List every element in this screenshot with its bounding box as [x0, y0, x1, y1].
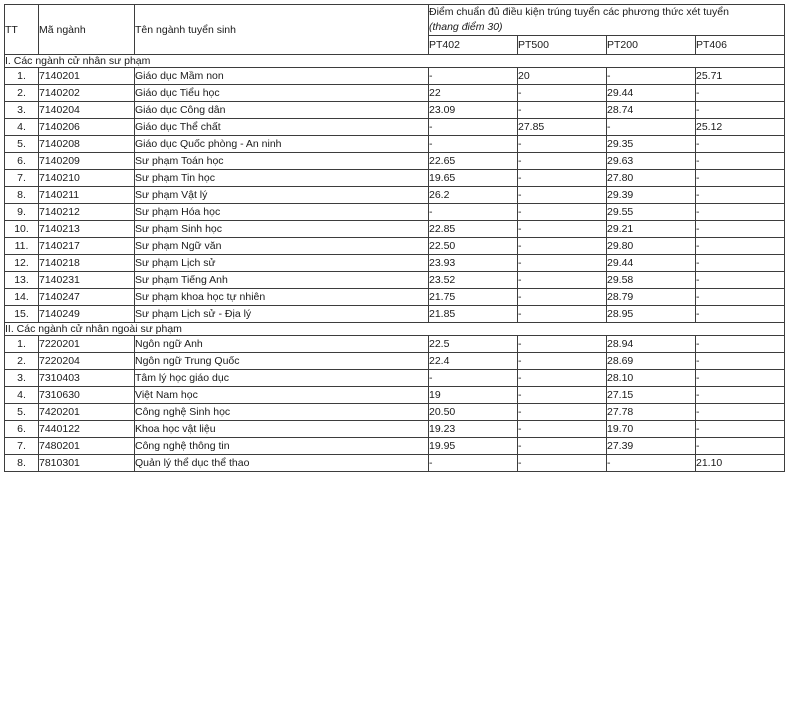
- section-header-row: [5, 323, 785, 336]
- score-cell-PT402: 22: [429, 85, 518, 102]
- score-cell-PT406: -: [696, 204, 785, 221]
- score-cell-PT402: -: [429, 455, 518, 472]
- score-cell-PT402: 23.52: [429, 272, 518, 289]
- score-cell-PT402: 22.85: [429, 221, 518, 238]
- row-index: 6.: [5, 153, 39, 170]
- score-cell-PT500: -: [518, 387, 607, 404]
- score-cell-PT406: -: [696, 353, 785, 370]
- row-index: 2.: [5, 353, 39, 370]
- score-cell-PT406: -: [696, 370, 785, 387]
- major-name: Công nghệ Sinh học: [135, 404, 429, 421]
- score-cell-PT402: -: [429, 370, 518, 387]
- column-header-method-4: PT406: [696, 36, 785, 55]
- table-row: [5, 119, 785, 136]
- row-index: 4.: [5, 119, 39, 136]
- major-name: Ngôn ngữ Anh: [135, 336, 429, 353]
- score-cell-PT402: 22.5: [429, 336, 518, 353]
- major-code: 7810301: [39, 455, 135, 472]
- row-index: 8.: [5, 187, 39, 204]
- score-cell-PT200: 27.15: [607, 387, 696, 404]
- major-name: Sư phạm Lịch sử: [135, 255, 429, 272]
- table-row: [5, 306, 785, 323]
- score-cell-PT402: 19.65: [429, 170, 518, 187]
- score-cell-PT402: -: [429, 68, 518, 85]
- column-header-method-1: PT402: [429, 36, 518, 55]
- table-row: [5, 85, 785, 102]
- row-index: 7.: [5, 438, 39, 455]
- column-header-major-code: Mã ngành: [39, 5, 135, 55]
- major-code: 7140247: [39, 289, 135, 306]
- major-name: Sư phạm Tiếng Anh: [135, 272, 429, 289]
- score-cell-PT402: 23.09: [429, 102, 518, 119]
- row-index: 15.: [5, 306, 39, 323]
- score-cell-PT402: 19.95: [429, 438, 518, 455]
- score-cell-PT200: 28.74: [607, 102, 696, 119]
- score-cell-PT500: -: [518, 421, 607, 438]
- score-cell-PT200: 28.10: [607, 370, 696, 387]
- score-cell-PT500: -: [518, 238, 607, 255]
- major-name: Sư phạm Toán học: [135, 153, 429, 170]
- score-cell-PT500: -: [518, 289, 607, 306]
- score-cell-PT200: 19.70: [607, 421, 696, 438]
- table-row: [5, 404, 785, 421]
- row-index: 7.: [5, 170, 39, 187]
- column-header-score-group: [429, 5, 785, 36]
- major-name: Ngôn ngữ Trung Quốc: [135, 353, 429, 370]
- row-index: 12.: [5, 255, 39, 272]
- score-group-scale: (thang điểm 30): [429, 21, 503, 34]
- major-name: Sư phạm Tin học: [135, 170, 429, 187]
- score-cell-PT500: 20: [518, 68, 607, 85]
- score-cell-PT402: 21.75: [429, 289, 518, 306]
- score-cell-PT500: -: [518, 170, 607, 187]
- major-name: Sư phạm Lịch sử - Địa lý: [135, 306, 429, 323]
- score-cell-PT500: -: [518, 438, 607, 455]
- score-cell-PT200: -: [607, 68, 696, 85]
- score-cell-PT500: -: [518, 272, 607, 289]
- major-code: 7220204: [39, 353, 135, 370]
- row-index: 6.: [5, 421, 39, 438]
- score-cell-PT200: 29.44: [607, 85, 696, 102]
- score-cell-PT406: -: [696, 255, 785, 272]
- major-name: Sư phạm Vật lý: [135, 187, 429, 204]
- score-cell-PT200: 29.55: [607, 204, 696, 221]
- score-cell-PT200: 27.78: [607, 404, 696, 421]
- score-cell-PT406: -: [696, 404, 785, 421]
- score-cell-PT402: 26.2: [429, 187, 518, 204]
- score-cell-PT200: 29.21: [607, 221, 696, 238]
- major-code: 7140209: [39, 153, 135, 170]
- score-cell-PT402: 23.93: [429, 255, 518, 272]
- major-code: 7310630: [39, 387, 135, 404]
- table-row: [5, 421, 785, 438]
- score-cell-PT406: -: [696, 221, 785, 238]
- table-row: [5, 170, 785, 187]
- table-row: [5, 102, 785, 119]
- score-cell-PT200: 27.80: [607, 170, 696, 187]
- major-code: 7310403: [39, 370, 135, 387]
- major-code: 7140211: [39, 187, 135, 204]
- major-name: Khoa học vật liệu: [135, 421, 429, 438]
- score-group-title: Điểm chuẩn đủ điều kiện trúng tuyển các phương thức xét tuyển: [429, 6, 729, 18]
- major-code: 7140201: [39, 68, 135, 85]
- score-cell-PT406: -: [696, 85, 785, 102]
- major-code: 7220201: [39, 336, 135, 353]
- score-cell-PT406: -: [696, 170, 785, 187]
- major-name: Giáo dục Mầm non: [135, 68, 429, 85]
- major-code: 7440122: [39, 421, 135, 438]
- score-cell-PT402: 21.85: [429, 306, 518, 323]
- score-cell-PT500: -: [518, 85, 607, 102]
- major-name: Tâm lý học giáo dục: [135, 370, 429, 387]
- score-cell-PT402: 22.4: [429, 353, 518, 370]
- score-cell-PT500: -: [518, 353, 607, 370]
- score-cell-PT200: 27.39: [607, 438, 696, 455]
- score-cell-PT406: -: [696, 102, 785, 119]
- score-cell-PT406: 25.12: [696, 119, 785, 136]
- section-title: II. Các ngành cử nhân ngoài sư phạm: [5, 323, 785, 336]
- score-cell-PT406: -: [696, 153, 785, 170]
- score-cell-PT500: 27.85: [518, 119, 607, 136]
- major-name: Quản lý thể dục thể thao: [135, 455, 429, 472]
- score-cell-PT200: 29.58: [607, 272, 696, 289]
- major-name: Sư phạm Hóa học: [135, 204, 429, 221]
- score-cell-PT406: -: [696, 306, 785, 323]
- score-cell-PT200: 28.79: [607, 289, 696, 306]
- score-cell-PT402: 19: [429, 387, 518, 404]
- row-index: 8.: [5, 455, 39, 472]
- score-cell-PT500: -: [518, 306, 607, 323]
- score-cell-PT406: 21.10: [696, 455, 785, 472]
- score-cell-PT500: -: [518, 204, 607, 221]
- score-cell-PT402: 19.23: [429, 421, 518, 438]
- major-code: 7420201: [39, 404, 135, 421]
- major-code: 7140210: [39, 170, 135, 187]
- table-row: [5, 353, 785, 370]
- column-header-major-name: Tên ngành tuyển sinh: [135, 5, 429, 55]
- row-index: 5.: [5, 136, 39, 153]
- score-cell-PT402: 22.65: [429, 153, 518, 170]
- admission-score-table: [4, 4, 785, 472]
- score-cell-PT406: -: [696, 387, 785, 404]
- table-row: [5, 187, 785, 204]
- table-row: [5, 238, 785, 255]
- table-row: [5, 438, 785, 455]
- score-cell-PT200: 29.39: [607, 187, 696, 204]
- score-cell-PT406: -: [696, 272, 785, 289]
- row-index: 1.: [5, 68, 39, 85]
- row-index: 3.: [5, 102, 39, 119]
- section-header-row: [5, 55, 785, 68]
- major-code: 7140202: [39, 85, 135, 102]
- score-cell-PT406: -: [696, 136, 785, 153]
- major-name: Sư phạm Ngữ văn: [135, 238, 429, 255]
- row-index: 14.: [5, 289, 39, 306]
- score-cell-PT500: -: [518, 255, 607, 272]
- major-code: 7140231: [39, 272, 135, 289]
- table-row: [5, 289, 785, 306]
- row-index: 1.: [5, 336, 39, 353]
- score-cell-PT406: -: [696, 289, 785, 306]
- score-cell-PT402: 20.50: [429, 404, 518, 421]
- score-cell-PT500: -: [518, 102, 607, 119]
- column-header-tt: TT: [5, 5, 39, 55]
- score-cell-PT402: -: [429, 204, 518, 221]
- score-cell-PT200: 29.44: [607, 255, 696, 272]
- major-code: 7140212: [39, 204, 135, 221]
- table-row: [5, 153, 785, 170]
- table-header-row-top: [5, 5, 785, 36]
- score-cell-PT406: -: [696, 421, 785, 438]
- score-cell-PT500: -: [518, 187, 607, 204]
- row-index: 9.: [5, 204, 39, 221]
- table-row: [5, 204, 785, 221]
- row-index: 3.: [5, 370, 39, 387]
- major-name: Việt Nam học: [135, 387, 429, 404]
- score-cell-PT200: -: [607, 119, 696, 136]
- score-cell-PT406: -: [696, 438, 785, 455]
- score-cell-PT500: -: [518, 336, 607, 353]
- major-name: Sư phạm Sinh học: [135, 221, 429, 238]
- table-row: [5, 272, 785, 289]
- major-name: Công nghệ thông tin: [135, 438, 429, 455]
- score-cell-PT406: 25.71: [696, 68, 785, 85]
- major-code: 7140213: [39, 221, 135, 238]
- score-cell-PT500: -: [518, 221, 607, 238]
- major-code: 7140208: [39, 136, 135, 153]
- score-cell-PT402: -: [429, 136, 518, 153]
- score-cell-PT200: 28.95: [607, 306, 696, 323]
- score-cell-PT500: -: [518, 404, 607, 421]
- table-row: [5, 136, 785, 153]
- score-cell-PT200: -: [607, 455, 696, 472]
- row-index: 4.: [5, 387, 39, 404]
- major-code: 7140206: [39, 119, 135, 136]
- table-row: [5, 255, 785, 272]
- score-cell-PT200: 29.35: [607, 136, 696, 153]
- row-index: 11.: [5, 238, 39, 255]
- major-name: Sư phạm khoa học tự nhiên: [135, 289, 429, 306]
- row-index: 5.: [5, 404, 39, 421]
- row-index: 10.: [5, 221, 39, 238]
- table-row: [5, 68, 785, 85]
- row-index: 2.: [5, 85, 39, 102]
- table-row: [5, 455, 785, 472]
- major-name: Giáo dục Tiểu học: [135, 85, 429, 102]
- score-cell-PT500: -: [518, 153, 607, 170]
- score-cell-PT200: 28.94: [607, 336, 696, 353]
- major-code: 7140218: [39, 255, 135, 272]
- major-name: Giáo dục Công dân: [135, 102, 429, 119]
- column-header-method-2: PT500: [518, 36, 607, 55]
- major-code: 7140204: [39, 102, 135, 119]
- major-code: 7140217: [39, 238, 135, 255]
- score-cell-PT200: 28.69: [607, 353, 696, 370]
- score-cell-PT406: -: [696, 187, 785, 204]
- section-title: I. Các ngành cử nhân sư phạm: [5, 55, 785, 68]
- table-row: [5, 221, 785, 238]
- major-code: 7140249: [39, 306, 135, 323]
- score-cell-PT406: -: [696, 336, 785, 353]
- score-cell-PT402: 22.50: [429, 238, 518, 255]
- score-cell-PT402: -: [429, 119, 518, 136]
- score-cell-PT500: -: [518, 455, 607, 472]
- score-cell-PT200: 29.80: [607, 238, 696, 255]
- major-name: Giáo dục Quốc phòng - An ninh: [135, 136, 429, 153]
- score-cell-PT200: 29.63: [607, 153, 696, 170]
- table-row: [5, 336, 785, 353]
- score-cell-PT500: -: [518, 370, 607, 387]
- table-row: [5, 370, 785, 387]
- major-name: Giáo dục Thể chất: [135, 119, 429, 136]
- column-header-method-3: PT200: [607, 36, 696, 55]
- score-cell-PT406: -: [696, 238, 785, 255]
- major-code: 7480201: [39, 438, 135, 455]
- score-cell-PT500: -: [518, 136, 607, 153]
- row-index: 13.: [5, 272, 39, 289]
- table-row: [5, 387, 785, 404]
